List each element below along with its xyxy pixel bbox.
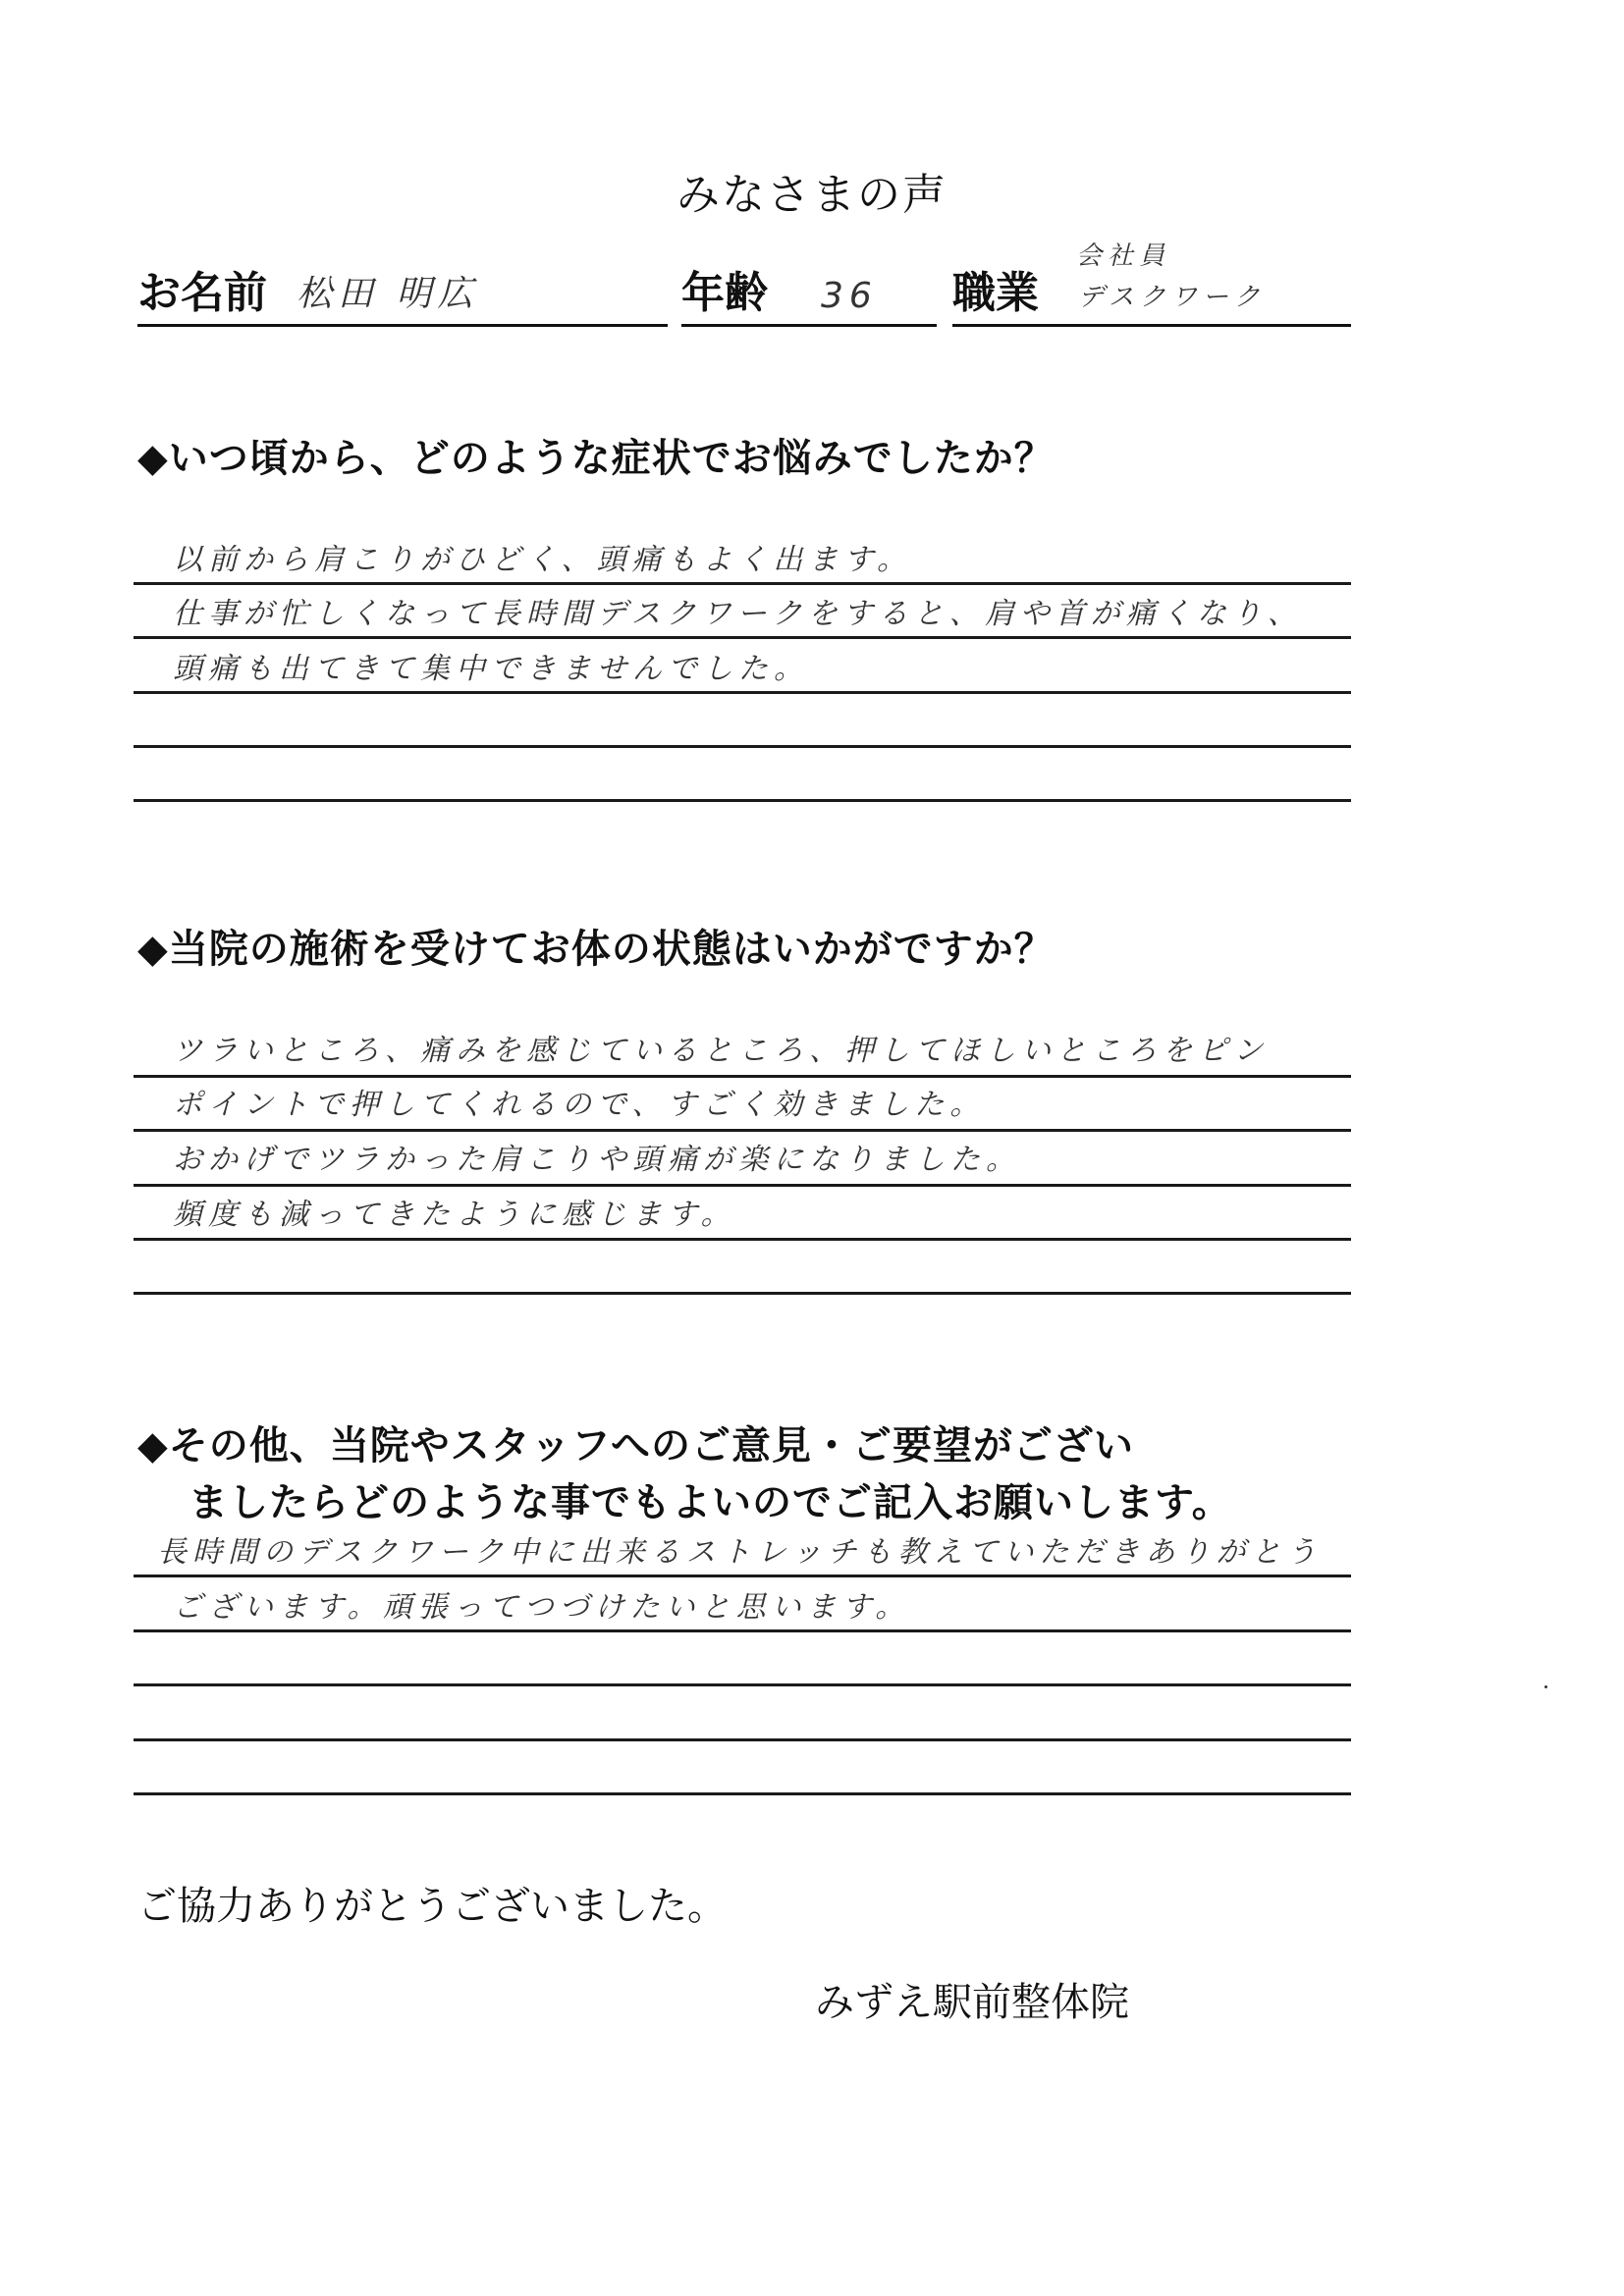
job-label: 職業 [952,268,1039,318]
q1-answer-line-3: 頭痛も出てきて集中できませんでした。 [173,652,809,686]
q2-answer-line-4: 頻度も減ってきたように感じます。 [173,1198,736,1232]
q1-rule-2 [134,636,1351,639]
job-field[interactable] [952,241,1351,327]
q2-answer-line-3: おかげでツラかった肩こりや頭痛が楽になりました。 [173,1143,1021,1177]
q3-answer-line-2: ございます。頑張ってつづけたいと思います。 [173,1590,911,1625]
q1-rule-5 [134,799,1351,802]
q2-rule-2 [134,1129,1351,1132]
question-3-line-2: ましたらどのような事でもよいのでご記入お願いします。 [189,1480,1232,1525]
name-value: 松田 明広 [297,274,479,314]
age-field[interactable] [681,265,937,327]
form-title: みなさまの声 [677,170,947,220]
question-2: ◆当院の施術を受けてお体の状態はいかがですか？ [137,927,1055,972]
question-3 [137,1417,1232,1531]
q2-answer-line-2: ポイントで押してくれるので、すごく効きました。 [173,1088,986,1122]
name-field[interactable] [137,265,668,327]
question-1: ◆いつ頃から、どのような症状でお悩みでしたか？ [137,436,1055,481]
age-label: 年齢 [681,268,768,318]
q2-rule-5 [134,1292,1351,1295]
q1-rule-3 [134,691,1351,694]
job-value-line2: デスクワーク [1078,283,1266,312]
q3-rule-3 [134,1683,1351,1686]
q2-answer-line-1: ツラいところ、痛みを感じているところ、押してほしいところをピン [173,1034,1269,1068]
question-3-line-1: ◆その他、当院やスタッフへのご意見・ご要望がござい [137,1423,1134,1468]
q2-rule-1 [134,1075,1351,1078]
name-label: お名前 [137,268,267,318]
q1-rule-1 [134,582,1351,585]
age-value: 36 [821,276,878,316]
q3-answer-line-1: 長時間のデスクワーク中に出来るストレッチも教えていただきありがとう [157,1535,1323,1570]
q3-rule-2 [134,1629,1351,1632]
q1-rule-4 [134,745,1351,748]
scan-speck [1544,1685,1547,1688]
thanks-message: ご協力ありがとうございました。 [137,1884,727,1929]
q1-answer-line-2: 仕事が忙しくなって長時間デスクワークをすると、肩や首が痛くなり、 [173,597,1303,631]
clinic-name: みずえ駅前整体院 [815,1980,1129,2025]
q2-rule-3 [134,1184,1351,1187]
q2-rule-4 [134,1238,1351,1241]
q3-rule-4 [134,1738,1351,1741]
q3-rule-5 [134,1792,1351,1795]
q3-rule-1 [134,1575,1351,1577]
q1-answer-line-1: 以前から肩こりがひどく、頭痛もよく出ます。 [173,543,912,577]
job-value-line1: 会社員 [1076,241,1171,271]
